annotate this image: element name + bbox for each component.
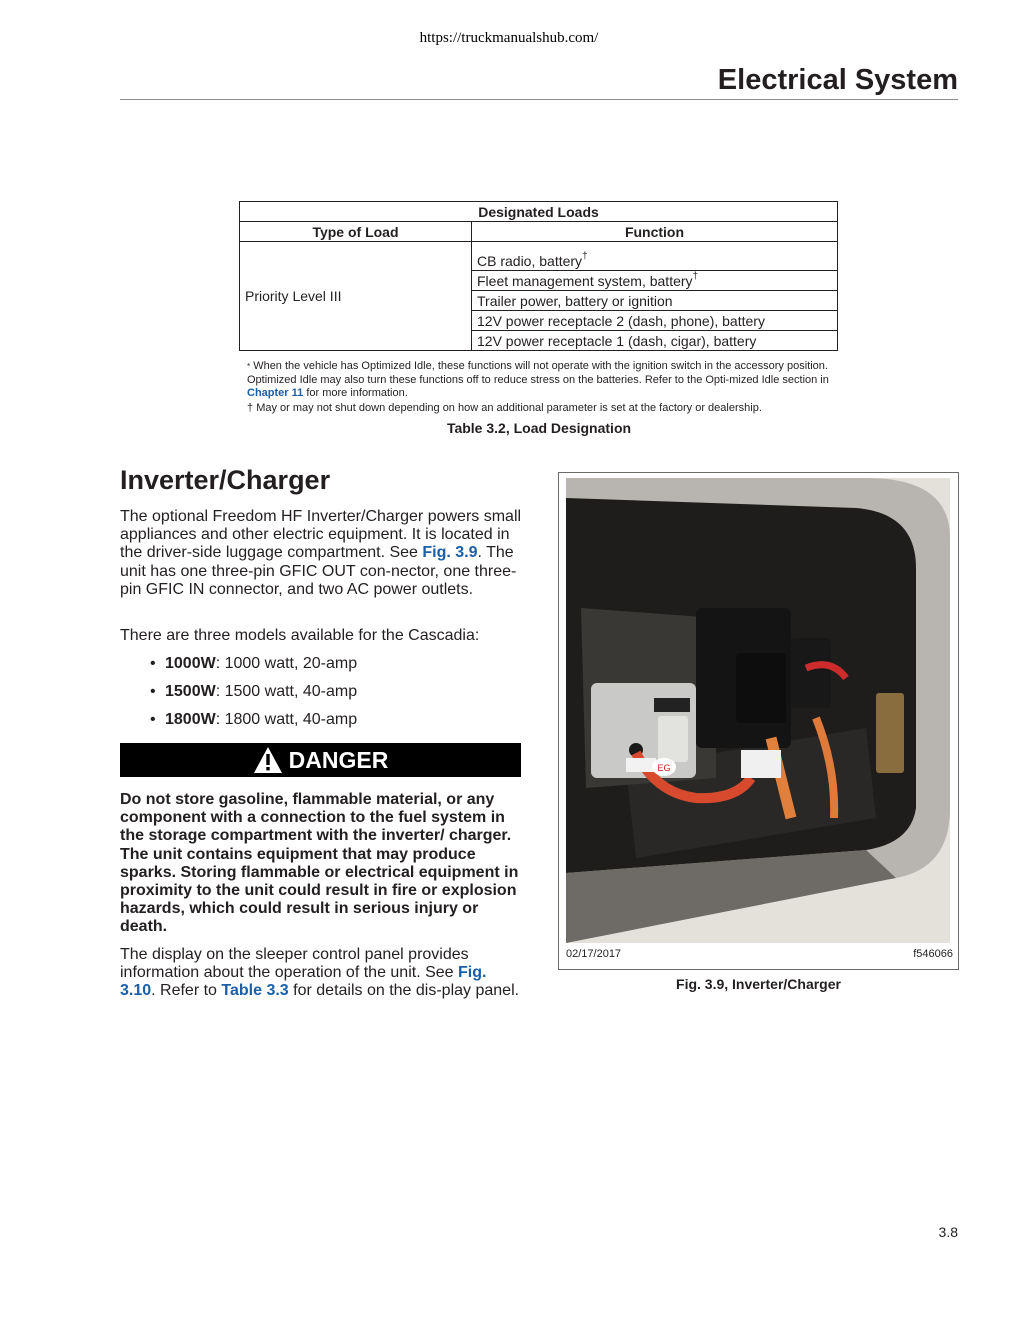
function-cell: Trailer power, battery or ignition bbox=[472, 291, 838, 311]
chapter-11-link[interactable]: Chapter 11 bbox=[247, 387, 304, 399]
danger-banner bbox=[120, 743, 521, 777]
inverter-photo bbox=[566, 478, 950, 943]
fig-3-10-link[interactable]: Fig. 3.10 bbox=[120, 964, 487, 1000]
figure-id: f546066 bbox=[913, 948, 953, 960]
figure-date: 02/17/2017 bbox=[566, 948, 622, 960]
badge-label: EG bbox=[657, 763, 671, 773]
function-cell: 12V power receptacle 1 (dash, cigar), battery bbox=[472, 331, 838, 351]
section-heading: Inverter/Charger bbox=[120, 465, 331, 495]
dagger-mark: † bbox=[692, 270, 699, 282]
load-type: Priority Level III bbox=[245, 288, 342, 304]
designated-loads-table bbox=[239, 201, 838, 351]
display-paragraph: The display on the sleeper control panel provides information about the operation of the unit. See Fig. 3.10. Refer to Table 3.3 for details on the dis-play panel. bbox=[120, 946, 520, 1000]
models-intro: There are three models available for the Cascadia: bbox=[120, 627, 480, 644]
warning-triangle-icon bbox=[253, 746, 283, 774]
title-divider bbox=[120, 99, 958, 100]
list-item: • 1000W: 1000 watt, 20-amp bbox=[165, 655, 357, 683]
table-3-3-link[interactable]: Table 3.3 bbox=[221, 982, 289, 1000]
type-cell bbox=[240, 242, 472, 351]
function-cell: Fleet management system, battery† bbox=[472, 271, 838, 291]
function-cell: 12V power receptacle 2 (dash, phone), battery bbox=[472, 311, 838, 331]
table-caption: Table 3.2, Load Designation bbox=[446, 420, 632, 436]
table-footnote-dagger: † May or may not shut down depending on how an additional parameter is set at the factory or dealership. bbox=[247, 402, 762, 414]
models-list bbox=[165, 655, 357, 739]
figure-caption: Fig. 3.9, Inverter/Charger bbox=[676, 976, 841, 992]
list-item: • 1800W: 1800 watt, 40-amp bbox=[165, 711, 357, 739]
column-header-type: Type of Load bbox=[240, 222, 472, 242]
column-header-function: Function bbox=[472, 222, 838, 242]
table-title: Designated Loads bbox=[240, 202, 838, 222]
figure-frame bbox=[558, 472, 959, 970]
source-url[interactable]: https://truckmanualshub.com/ bbox=[419, 30, 599, 46]
intro-paragraph: The optional Freedom HF Inverter/Charger powers small appliances and other electric equipment. It is located in the driver-side luggage compartment. See Fig. 3.9. The unit has one three-pin GFIC OUT con-nector, one three-pin GFIC IN connector, and two AC power outlets. bbox=[120, 508, 522, 598]
page-title: Electrical System bbox=[717, 64, 958, 96]
asterisk-mark: * bbox=[247, 362, 251, 371]
table-title-row bbox=[240, 202, 838, 222]
danger-label: DANGER bbox=[288, 746, 389, 773]
table-row bbox=[240, 242, 838, 271]
function-cell: CB radio, battery† bbox=[472, 242, 838, 271]
list-item: • 1500W: 1500 watt, 40-amp bbox=[165, 683, 357, 711]
danger-message: Do not store gasoline, flammable material, or any component with a connection to the fuel system in the storage compartment with the inverter/ charger. The unit contains equipment that may produce sparks. Storing flammable or electrical equipment in proximity to the unit could result in fire or explosion hazards, which could result in serious injury or death. bbox=[120, 791, 519, 936]
dagger-mark: † bbox=[247, 402, 254, 414]
fig-3-9-link[interactable]: Fig. 3.9 bbox=[422, 544, 478, 562]
table-footnote-optimized-idle: * When the vehicle has Optimized Idle, these functions will not operate with the ignition switch in the accessory position. Optimized Idle may also turn these functions off to reduce stress on the batteries. Refer to the Opti-mized Idle section in Chapter 11 for more information. bbox=[247, 360, 829, 399]
dagger-mark: † bbox=[582, 250, 588, 262]
page-number: 3.8 bbox=[938, 1224, 958, 1240]
table-header-row bbox=[240, 222, 838, 242]
